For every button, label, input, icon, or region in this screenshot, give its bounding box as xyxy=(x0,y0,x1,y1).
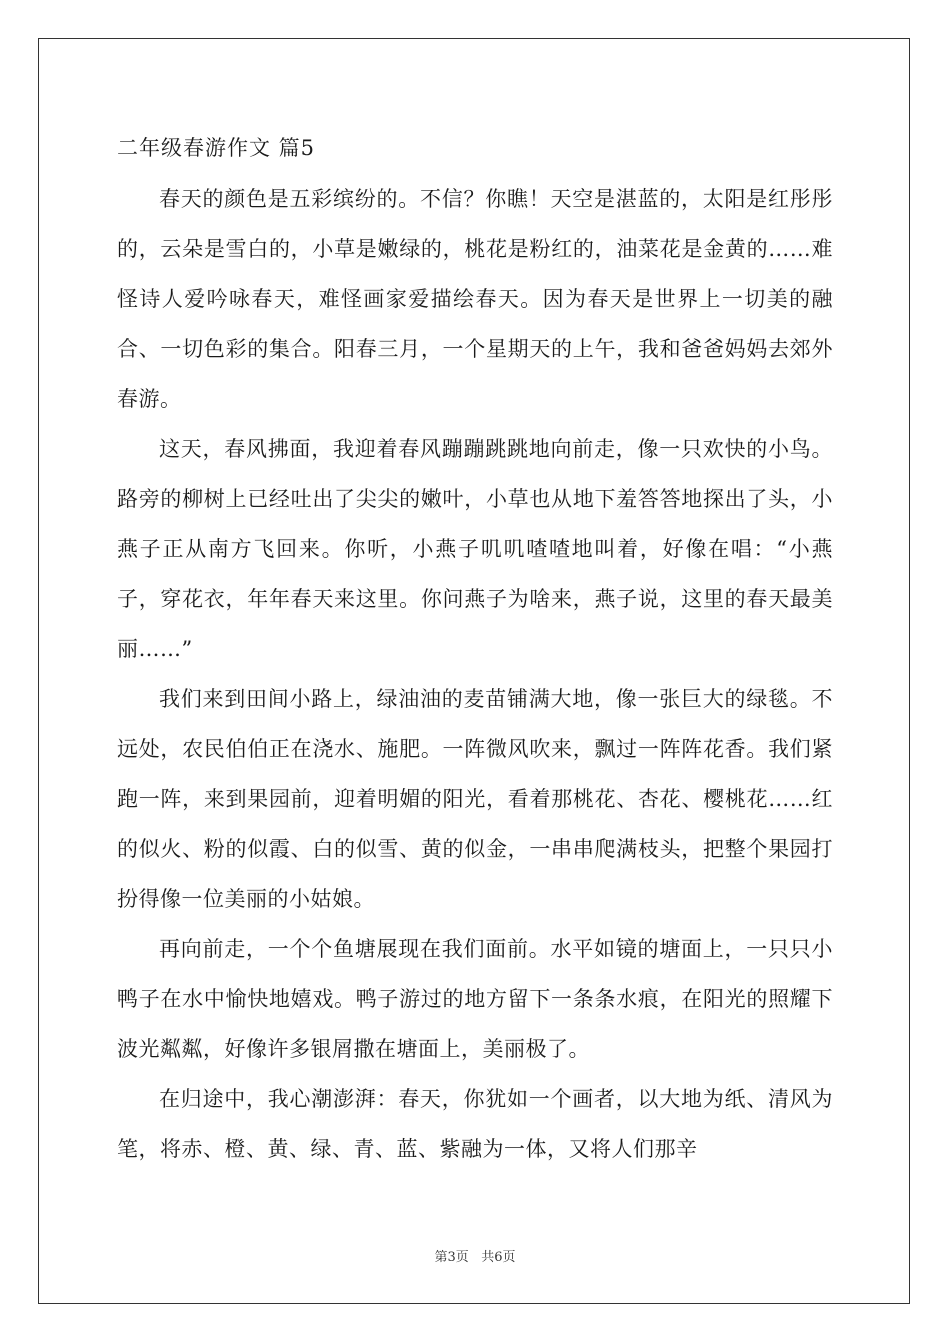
paragraph-3: 我们来到田间小路上，绿油油的麦苗铺满大地，像一张巨大的绿毯。不远处，农民伯伯正在浇水、施肥。一阵微风吹来，飘过一阵阵花香。我们紧跑一阵，来到果园前，迎着明媚的阳光，看着那桃花、杏花、樱桃花……红的似火、粉的似霞、白的似雪、黄的似金，一串串爬满枝头，把整个果园打扮得像一位美丽的小姑娘。 xyxy=(117,687,833,911)
paragraph-5: 在归途中，我心潮澎湃：春天，你犹如一个画者，以大地为纸、清风为笔，将赤、橙、黄、绿、青、蓝、紫融为一体，又将人们那辛 xyxy=(117,1087,833,1161)
page-footer xyxy=(0,1246,950,1265)
essay-title: 二年级春游作文 篇5 xyxy=(117,136,316,160)
paragraph-1: 春天的颜色是五彩缤纷的。不信？你瞧！天空是湛蓝的，太阳是红彤彤的，云朵是雪白的，小草是嫩绿的，桃花是粉红的，油菜花是金黄的……难怪诗人爱吟咏春天，难怪画家爱描绘春天。因为春天是世界上一切美的融合、一切色彩的集合。阳春三月，一个星期天的上午，我和爸爸妈妈去郊外春游。 xyxy=(117,187,833,411)
page-number: 第3页 xyxy=(434,1250,469,1265)
page-total: 共6页 xyxy=(481,1250,516,1265)
paragraph-4: 再向前走，一个个鱼塘展现在我们面前。水平如镜的塘面上，一只只小鸭子在水中愉快地嬉戏。鸭子游过的地方留下一条条水痕，在阳光的照耀下波光粼粼，好像许多银屑撒在塘面上，美丽极了。 xyxy=(117,937,833,1061)
paragraph-2: 这天，春风拂面，我迎着春风蹦蹦跳跳地向前走，像一只欢快的小鸟。路旁的柳树上已经吐出了尖尖的嫩叶，小草也从地下羞答答地探出了头，小燕子正从南方飞回来。你听，小燕子叽叽喳喳地叫着，好像在唱：“小燕子，穿花衣，年年春天来这里。你问燕子为啥来，燕子说，这里的春天最美丽……” xyxy=(117,437,833,661)
document-body xyxy=(117,128,833,1174)
